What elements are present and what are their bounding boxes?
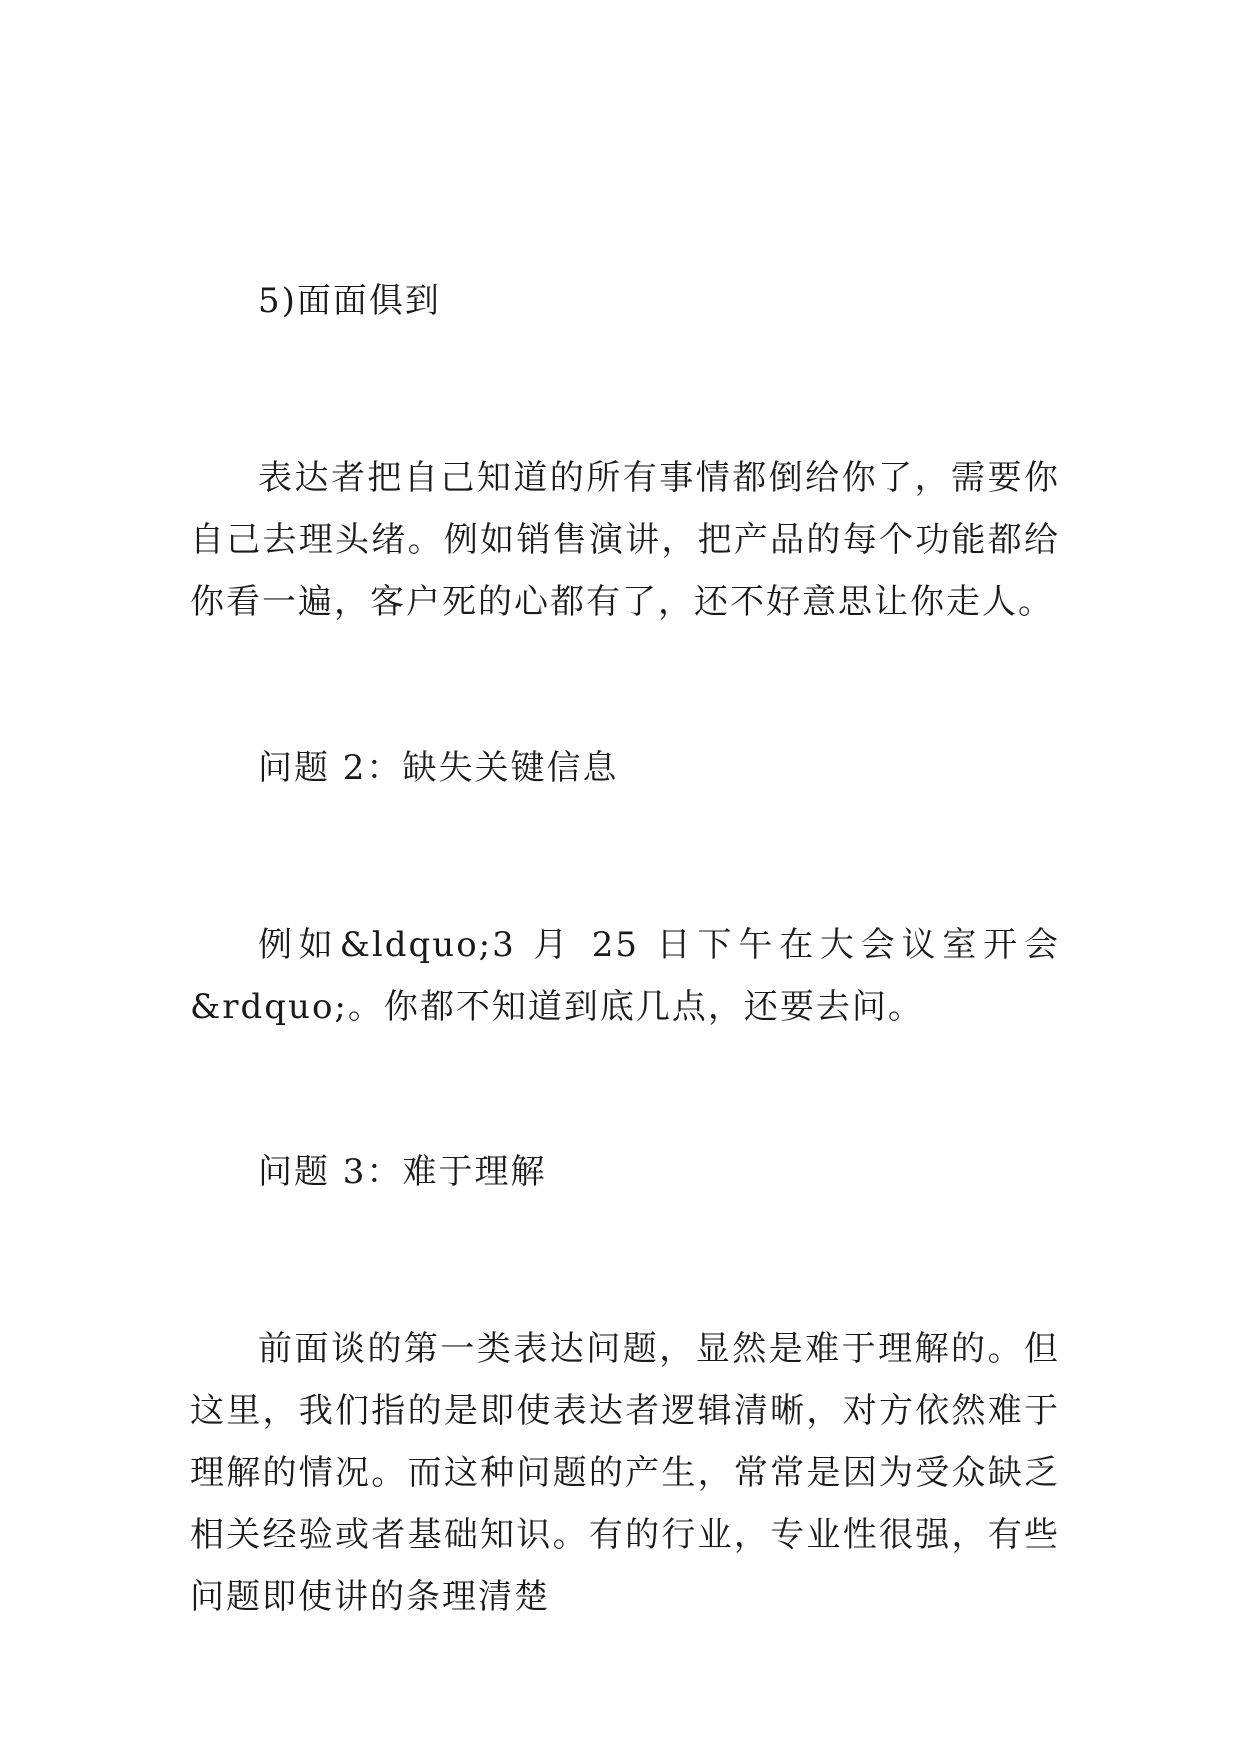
paragraph-problem-2: 例如&ldquo;3 月 25 日下午在大会议室开会&rdquo;。你都不知道到底几点，还要去问。 xyxy=(190,925,1060,1027)
section-heading-problem-3: 问题 3：难于理解 xyxy=(258,1152,547,1192)
section-heading-problem-2: 问题 2：缺失关键信息 xyxy=(258,748,619,788)
section-heading-comprehensive: 5)面面俱到 xyxy=(258,281,441,321)
paragraph-problem-3: 前面谈的第一类表达问题，显然是难于理解的。但这里，我们指的是即使表达者逻辑清晰，对方依然难于理解的情况。而这种问题的产生，常常是因为受众缺乏相关经验或者基础知识。有的行业，专业性很强，有些问题即使讲的条理清楚 xyxy=(190,1329,1060,1617)
paragraph-comprehensive: 表达者把自己知道的所有事情都倒给你了，需要你自己去理头绪。例如销售演讲，把产品的每个功能都给你看一遍，客户死的心都有了，还不好意思让你走人。 xyxy=(190,458,1060,622)
